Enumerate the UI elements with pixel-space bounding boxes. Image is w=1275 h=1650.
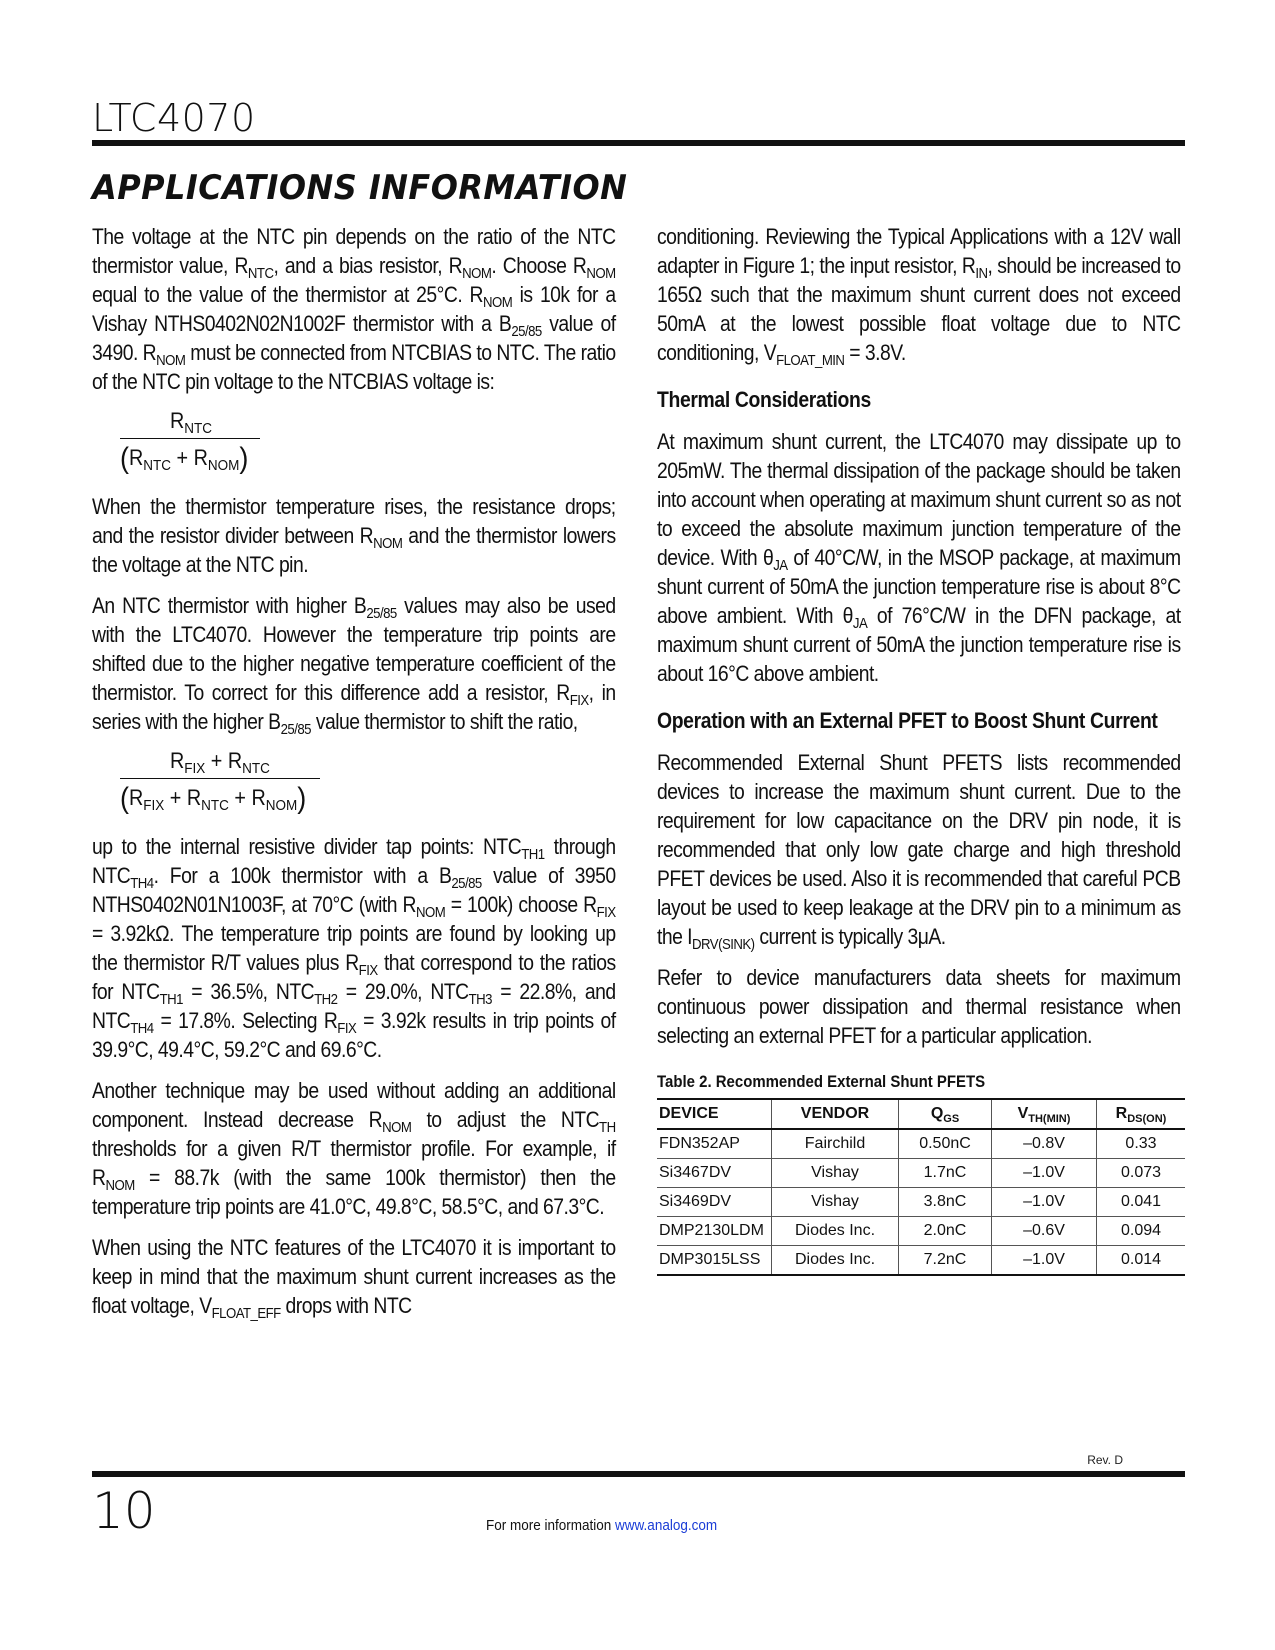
formula-numerator: $R_{NTC}$: [170, 408, 213, 437]
fraction-bar: [120, 438, 260, 439]
cell-rds: 0.073: [1097, 1159, 1186, 1188]
footer-website-link[interactable]: www.analog.com: [615, 1517, 718, 1534]
paragraph-tap-points: up to the internal resistive divider tap points: $NTC_{TH1}$ through $NTC_{TH4}$. For a 100k thermistor with a $B_{25/85}$ value of 3950 NTHS0402N01N1003F, at 70°C (with $R_{NOM} = 100k$) choose $R_{FIX} = 3.92k\Omega$. The temperature trip points are found by looking up the thermistor R/T values plus $R_{FIX}$ that correspond to the ratios for $NTC_{TH1} = 36.5\%$, $NTC_{TH2} = 29.0\%$, $NTC_{TH3} = 22.8\%$, and $NTC_{TH4} = 17.8\%$. Selecting $R_{FIX} = 3.92k$ results in trip points of 39.9°C, 49.4°C, 59.2°C and 69.6°C.: [92, 834, 616, 1062]
column-header-rds: $R_{DS(ON)}$: [1097, 1099, 1186, 1129]
cell-vendor: Vishay: [772, 1188, 899, 1217]
formula-denominator: $(R_{NTC} + R_{NOM})$: [120, 442, 249, 475]
section-title: APPLICATIONS INFORMATION: [92, 168, 628, 208]
heading-external-pfet: Operation with an External PFET to Boost Shunt Current: [657, 708, 1158, 733]
column-header-vendor: VENDOR: [772, 1099, 899, 1129]
paragraph-another-technique: Another technique may be used without adding an additional component. Instead decrease $R_{NOM}$ to adjust the $NTC_{TH}$ thresholds for a given R/T thermistor profile. For example, if $R_{NOM} = 88.7k$ (with the same 100k thermistor) then the temperature trip points are 41.0°C, 49.8°C, 58.5°C, and 67.3°C.: [92, 1078, 616, 1219]
paragraph-temperature-rises: When the thermistor temperature rises, the resistance drops; and the resistor divider between $R_{NOM}$ and the thermistor lowers the voltage at the NTC pin.: [92, 494, 616, 577]
page-number: 10: [92, 1482, 156, 1540]
cell-vendor: Diodes Inc.: [772, 1246, 899, 1276]
cell-vendor: Diodes Inc.: [772, 1217, 899, 1246]
cell-device: Si3467DV: [659, 1164, 732, 1181]
paragraph-thermal: At maximum shunt current, the LTC4070 may dissipate up to 205mW. The thermal dissipation of the package should be taken into account when operating at maximum shunt current so as not to exceed the absolute maximum junction temperature of the device. With $\theta_{JA}$ of 40°C/W, in the MSOP package, at maximum shunt current of 50mA the junction temperature rise is about 8°C above ambient. With $\theta_{JA}$ of 76°C/W in the DFN package, at maximum shunt current of 50mA the junction temperature rise is about 16°C above ambient.: [657, 429, 1181, 686]
cell-rds: 0.014: [1097, 1246, 1186, 1276]
left-column: [92, 222, 616, 1332]
heading-thermal-considerations: Thermal Considerations: [657, 387, 871, 412]
paragraph-pfet: Recommended External Shunt PFETS lists recommended devices to increase the maximum shunt current. Due to the requirement for low capacitance on the DRV pin node, it is recommended that only low gate charge and high threshold PFET devices be used. Also it is recommended that careful PCB layout be used to keep leakage at the DRV pin to a minimum as the $I_{DRV(SINK)}$ current is typically 3μA.: [657, 750, 1181, 953]
paragraph-ntc-voltage: The voltage at the NTC pin depends on the ratio of the NTC thermistor value, $R_{NTC}$, and a bias resistor, $R_{NOM}$. Choose $R_{NOM}$ equal to the value of the thermistor at 25°C. $R_{NOM}$ is 10k for a Vishay NTHS0402N02N1002F thermistor with a $B_{25/85}$ value of 3490. $R_{NOM}$ must be connected from NTCBIAS to NTC. The ratio of the NTC pin voltage to the NTCBIAS voltage is:: [92, 224, 616, 394]
cell-rds: 0.33: [1097, 1129, 1186, 1159]
column-header-vth: $V_{TH(MIN)}$: [992, 1099, 1097, 1129]
cell-vth: –0.6V: [992, 1217, 1097, 1246]
cell-device: FDN352AP: [659, 1135, 740, 1152]
footer-more-info-text: For more information: [486, 1517, 612, 1534]
part-number: LTC4070: [92, 96, 256, 140]
header-rule: [92, 140, 1185, 146]
footer-more-info: [486, 1517, 717, 1534]
table-caption: Table 2. Recommended External Shunt PFETS: [657, 1072, 986, 1091]
formula-fix-ratio: [120, 748, 616, 818]
paragraph-ntc-features: When using the NTC features of the LTC4070 it is important to keep in mind that the maximum shunt current increases as the float voltage, $V_{FLOAT\_EFF}$ drops with NTC: [92, 1235, 616, 1322]
cell-vendor: Fairchild: [772, 1129, 899, 1159]
cell-device: DMP3015LSS: [659, 1251, 761, 1268]
cell-qgs: 3.8nC: [899, 1188, 992, 1217]
cell-rds: 0.041: [1097, 1188, 1186, 1217]
footer-rule: [92, 1471, 1185, 1477]
column-header-qgs: $Q_{GS}$: [899, 1099, 992, 1129]
revision-label: Rev. D: [1087, 1453, 1123, 1467]
table-row: [657, 1246, 1185, 1276]
cell-device: Si3469DV: [659, 1193, 732, 1210]
formula-denominator: $(R_{FIX} + R_{NTC} + R_{NOM})$: [120, 782, 307, 815]
formula-ntc-ratio: [120, 408, 616, 478]
table-row: [657, 1217, 1185, 1246]
paragraph-higher-b-value: An NTC thermistor with higher $B_{25/85}$ values may also be used with the LTC4070. However the temperature trip points are shifted due to the higher negative temperature coefficient of the thermistor. To correct for this difference add a resistor, $R_{FIX}$, in series with the higher $B_{25/85}$ value thermistor to shift the ratio,: [92, 593, 616, 738]
table-row: [657, 1188, 1185, 1217]
cell-vth: –1.0V: [992, 1159, 1097, 1188]
cell-vth: –1.0V: [992, 1188, 1097, 1217]
fraction-bar: [120, 778, 320, 779]
formula-numerator: $R_{FIX} + R_{NTC}$: [170, 748, 270, 777]
cell-qgs: 0.50nC: [899, 1129, 992, 1159]
right-column: [657, 222, 1181, 1276]
cell-rds: 0.094: [1097, 1217, 1186, 1246]
cell-qgs: 2.0nC: [899, 1217, 992, 1246]
cell-device: DMP2130LDM: [659, 1222, 764, 1239]
pfet-table: [657, 1098, 1185, 1276]
column-header-device: DEVICE: [659, 1105, 719, 1122]
table-row: [657, 1129, 1185, 1159]
cell-vth: –0.8V: [992, 1129, 1097, 1159]
paragraph-conditioning: conditioning. Reviewing the Typical Applications with a 12V wall adapter in Figure 1; the input resistor, $R_{IN}$, should be increased to 165Ω such that the maximum shunt current does not exceed 50mA at the lowest possible float voltage due to NTC conditioning, $V_{FLOAT\_MIN} = 3.8V$.: [657, 224, 1181, 369]
cell-qgs: 1.7nC: [899, 1159, 992, 1188]
cell-vth: –1.0V: [992, 1246, 1097, 1276]
cell-vendor: Vishay: [772, 1159, 899, 1188]
paragraph-refer-datasheets: Refer to device manufacturers data sheets for maximum continuous power dissipation and thermal resistance when selecting an external PFET for a particular application.: [657, 965, 1181, 1048]
table-row: [657, 1159, 1185, 1188]
table-header-row: [657, 1099, 1185, 1129]
cell-qgs: 7.2nC: [899, 1246, 992, 1276]
